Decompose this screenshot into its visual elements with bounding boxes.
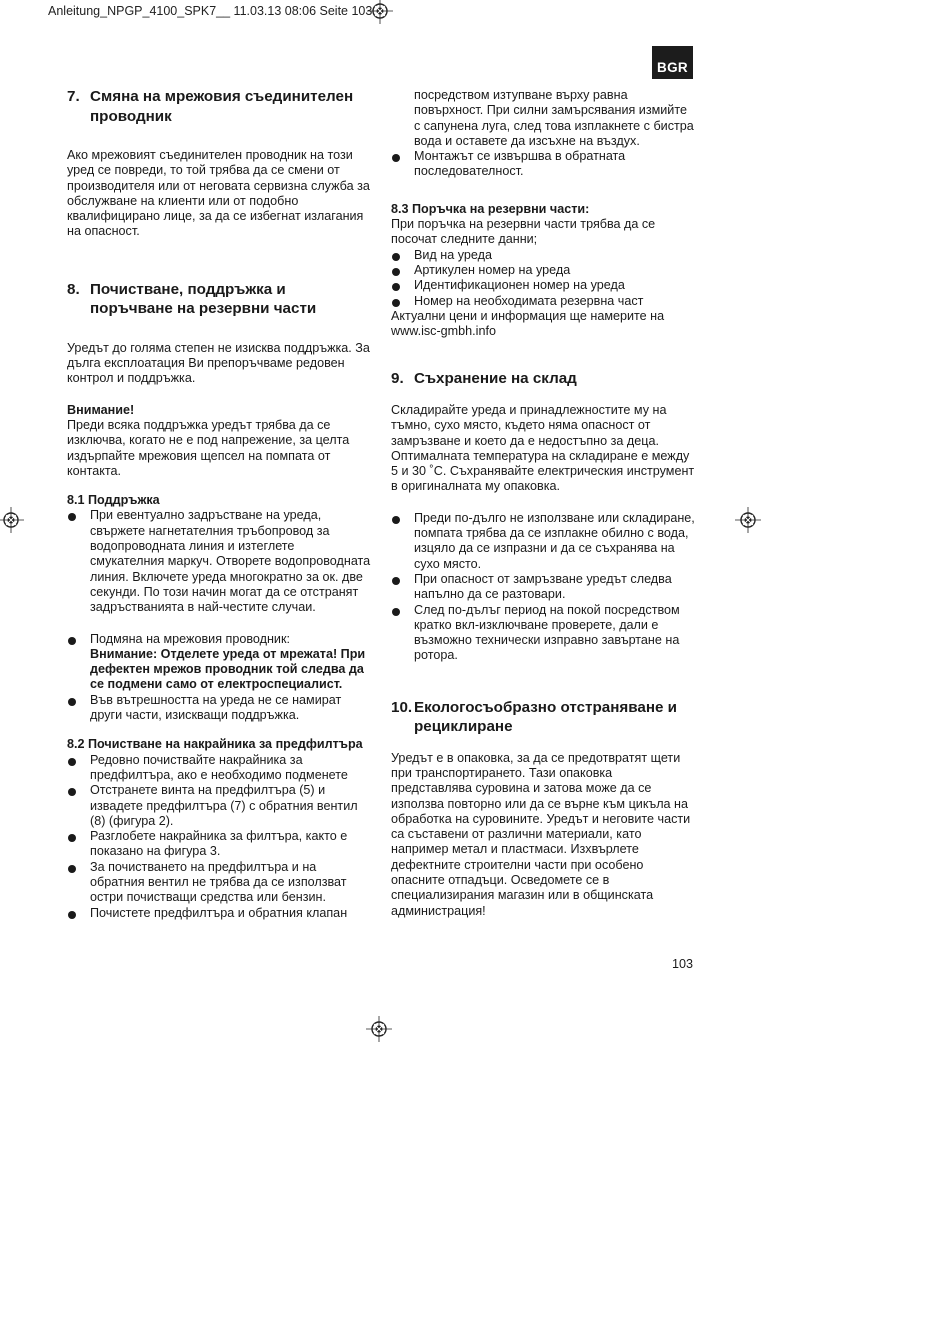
list-item: При евентуално задръстване на уреда, свържете нагнетателния тръбопровод за водопроводната линия и изтеглете смукателния маркуч. Отворете водопроводната линия. Включете уреда многократно за ок. две секунди. По този начин могат да се отстранят задръстванията в най-честите случаи. [67,508,372,615]
section-number: 7. [67,88,80,105]
section-10-heading [391,698,696,737]
registration-mark-icon [0,507,24,533]
section-7-heading [67,87,372,126]
list-item: Артикулен номер на уреда [391,263,696,278]
maintenance-list [67,508,372,615]
section-number: 8. [67,280,80,298]
list-item: След по-дълъг период на покой посредством кратко вкл-изключване проверете, дали е възможно технически изправно завъртане на ротора. [391,603,696,664]
cleaning-list [67,753,372,921]
list-item-intro: Подмяна на мрежовия проводник: [90,631,290,646]
page-number: 103 [672,957,694,971]
spare-parts-list [391,248,696,309]
section-9-heading [391,369,696,389]
list-item-continued [391,88,696,149]
attention-label: Внимание! [67,402,135,417]
registration-mark-icon [735,507,761,533]
registration-mark-icon [367,0,393,24]
maintenance-list-2 [67,632,372,724]
subsection-8-1-title: 8.1 Поддръжка [67,493,160,508]
cable-warning: Внимание: Отделете уреда от мрежата! При дефектен мрежов проводник той следва да се подмени само от електроспециалист. [90,646,366,692]
list-item: Отстранете винта на предфилтъра (5) и извадете предфилтъра (7) с обратния вентил (8) (фигура 2). [67,783,372,829]
storage-list [391,511,696,664]
continued-list [391,88,696,180]
list-item: Номер на необходимата резервна част [391,294,696,309]
subsection-8-2-title: 8.2 Почистване на накрайника за предфилтъра [67,737,363,752]
section-title: Почистване, поддръжка и поръчване на резервни части [90,280,317,318]
section-title: Съхранение на склад [414,370,577,388]
right-column [391,88,696,919]
list-item [67,632,372,693]
print-header-info: Anleitung_NPGP_4100_SPK7__ 11.03.13 08:06 Seite 103 [48,4,373,18]
spare-parts-outro: Актуални цени и информация ще намерите на www.isc-gmbh.info [391,308,665,339]
list-item: За почистването на предфилтъра и на обратния вентил не трябва да се използват остри почистващи средства или бензин. [67,860,372,906]
list-item: Преди по-дълго не използване или складиране, помпата трябва да се изплакне обилно с вода, изцяло да се изпразни и да се съхранява на сухо място. [391,511,696,572]
list-item: Във вътрешността на уреда не се намират други части, изискващи поддръжка. [67,693,372,724]
list-item: Разглобете накрайника за филтъра, както е показано на фигура 3. [67,829,372,860]
subsection-8-3-title: 8.3 Поръчка на резервни части: [391,201,590,216]
list-item: При опасност от замръзване уредът следва напълно да се разтовари. [391,572,696,603]
list-item: Идентификационен номер на уреда [391,278,696,293]
section-8-text: Уредът до голяма степен не изисква поддръжка. За дълга експлоатация Ви препоръчваме редовен контрол и поддръжка. [67,340,370,386]
section-7-text: Ако мрежовият съединителен проводник на този уред се повреди, то той трябва да се смени от производителя или от неговата сервизна служба за обслужване на клиенти или от подобно квалифицирано лице, за да се избегнат излагания на опасност. [67,148,370,239]
language-badge: BGR [652,46,693,79]
section-8-heading [67,280,372,319]
list-item: Монтажът се извършва в обратната последователност. [391,149,696,180]
section-title: Смяна на мрежовия съединителен проводник [90,88,354,125]
section-number: 10. [391,698,413,716]
spare-parts-intro: При поръчка на резервни части трябва да се посочат следните данни; [391,217,656,247]
registration-mark-icon [366,1016,392,1042]
section-number: 9. [391,370,404,388]
list-item: Редовно почиствайте накрайника за предфилтъра, ако е необходимо подменете [67,753,372,784]
section-10-text: Уредът е в опаковка, за да се предотвратят щети при транспортирането. Тази опаковка представлява суровина и затова може да се използва повторно или да се върне към цикъла на обработка на суровините. Уредът и неговите части са съставени от различни материали, като например метал и пластмаси. Изхвърлете дефектните строителни части при особено опасните отпадъци. Осведомете се в специализирания магазин или в общинската администрация! [391,750,691,918]
list-item: Вид на уреда [391,248,696,263]
attention-text: Преди всяка поддръжка уредът трябва да се изключва, когато не е под напрежение, за целта издърпайте мрежовия щепсел на помпата от контакта. [67,417,350,478]
section-title: Екологосъобразно отстраняване и рециклиране [414,698,677,736]
section-9-text: Складирайте уреда и принадлежностите му на тъмно, сухо място, където няма опасност от замръзване и което да е недостъпно за деца. Оптималната температура на складиране е между 5 и 30 ˚С. Съхранявайте електрическия инструмент в оригиналната му опаковка. [391,402,695,494]
list-item: Почистете предфилтъра и обратния клапан [67,906,372,921]
continued-text: посредством изтупване върху равна повърхност. При силни замърсявания измийте с сапунена луга, след това изплакнете с бистра вода и оставете да изсъхне на въздух. [414,88,694,148]
left-column [67,87,372,921]
